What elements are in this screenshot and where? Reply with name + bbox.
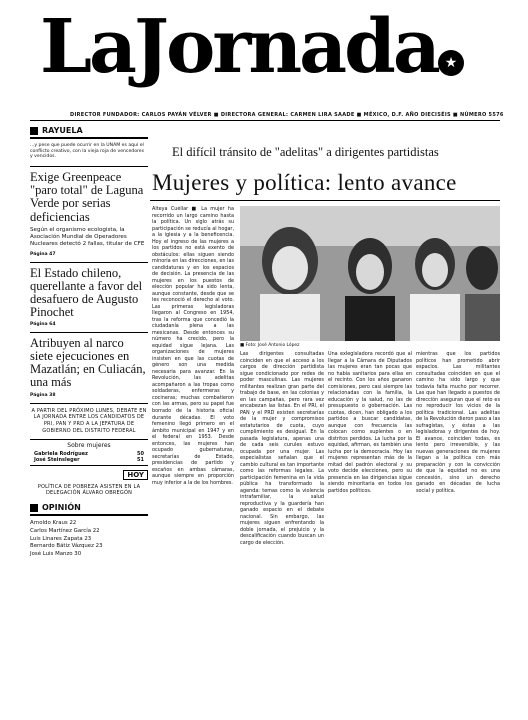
opinion-heading-label: OPINIÓN	[42, 503, 81, 512]
article-photo	[240, 206, 500, 341]
sobre-mujeres-box	[30, 439, 148, 466]
opinion-heading	[30, 503, 148, 516]
page-ref: Página 64	[30, 322, 56, 327]
newspaper-logo: LaJornada	[40, 4, 438, 90]
story-title-chile[interactable]: El Estado chileno, querellante a favor del desafuero de Augusto Pinochet	[30, 265, 143, 319]
photo-caption: ■ Foto: José Antonio López	[240, 343, 300, 348]
list-item[interactable]: José Luis Manzo 30	[30, 551, 82, 558]
rayuela-heading-label: RAYUELA	[42, 126, 83, 135]
hoy-badge	[30, 470, 148, 480]
page-ref: Página 38	[30, 392, 56, 398]
article-column-4: mientras que los partidos políticos han prometido abrir espacios. Las militantes consultadas coinciden en que el camino ha sido largo y que todavía falta mucho por recorrer. Las que han llegado a puestos de dirección aseguran que el reto es no reproducir los vicios de la política tradicional. Las adelitas de la Revolución dieron paso a las sufragistas, y éstas a las legisladoras y dirigentes de hoy. El avance, coinciden todas, es lento pero irreversible, y las nuevas generaciones de mujeres llegan a la política con más preparación y con la convicción de que la equidad no es una concesión, sino un derecho ganado en décadas de lucha social y política.	[416, 351, 500, 494]
column-page: 50	[137, 450, 144, 457]
list-item[interactable]: Carlos Martínez García 22	[30, 527, 100, 534]
list-item[interactable]: Arnoldo Kraus 22	[30, 520, 77, 526]
main-headline[interactable]: Mujeres y política: lento avance	[152, 170, 457, 195]
left-column	[30, 126, 148, 720]
list-item[interactable]: Luis Linares Zapata 23	[30, 535, 92, 542]
politica-promo: POLÍTICA DE POBREZA ASISTEN EN LA DELEGACIÓN ÁLVARO OBREGÓN	[37, 483, 141, 497]
photo-image	[240, 206, 500, 341]
list-item[interactable]: Bernardo Bátiz Vázquez 23	[30, 543, 103, 550]
masthead	[0, 0, 528, 120]
dateline: DIRECTOR FUNDADOR: CARLOS PAYÁN VÉLVER ■ DIRECTORA GENERAL: CARMEN LIRA SAADE ■ MÉXICO, D.F. AÑO DIECISÉIS ■ NÚMERO 5576	[70, 112, 504, 118]
rayuela-text: ...y pese que puede ocurrir en la UNAM es aquí el conflicto creativo, con la vieja roja de vencedores y vencidos.	[30, 143, 145, 160]
masthead-rule	[30, 120, 500, 121]
main-kicker: El difícil tránsito de "adelitas" a dirigentes partidistas	[172, 145, 439, 159]
hoy-label: HOY	[123, 470, 148, 480]
sobre-mujeres-title: Sobre mujeres	[67, 441, 111, 449]
article-column-2: Las dirigentes consultadas coinciden en que el acceso a los cargos de dirección partidista sigue condicionado por redes de poder masculinas. Las mujeres militantes realizan gran parte del trabajo de base, en las colonias y en las campañas, pero rara vez encabezan las listas. En el PRI, el PAN y el PRD existen secretarías de la mujer y compromisos estatutarios de cuota, cuyo cumplimiento es desigual. En la pasada legislatura, apenas una de cada seis curules estuvo ocupada por una mujer. Las especialistas señalan que el cambio cultural es tan importante como las reformas legales. La participación femenina en la vida pública ha transformado la agenda: temas como la violencia intrafamiliar, la salud reproductiva y la guardería han ganado espacio en el debate nacional. Sin embargo, las mujeres siguen enfrentando la doble jornada, el prejuicio y la descalificación cuando buscan un cargo de elección.	[240, 351, 324, 546]
story-title-greenpeace[interactable]: Exige Greenpeace "paro total" de Laguna Verde por serias deficiencias	[30, 170, 144, 224]
logo-seal-icon: ★	[438, 50, 464, 76]
square-bullet-icon	[30, 127, 38, 135]
divider	[30, 403, 148, 404]
debate-promo: A PARTIR DEL PRÓXIMO LUNES, DEBATE EN LA JORNADA ENTRE LOS CANDIDATOS DE PRI, PAN Y PRD A LA JEFATURA DE GOBIERNO DEL DISTRITO FEDERAL	[31, 407, 147, 434]
square-bullet-icon	[30, 504, 38, 512]
divider	[30, 332, 148, 333]
column-page: 51	[137, 456, 144, 463]
headline-rule	[150, 200, 500, 201]
column-author: Gabriela Rodríguez	[34, 450, 88, 457]
story-title-mazatlan[interactable]: Atribuyen al narco siete ejecuciones en Mazatlán; en Culiacán, una más	[30, 336, 146, 390]
article-column-3: Una exlegisladora recordó que al llegar a la Cámara de Diputados las mujeres eran tan pocas que no había sanitarios para ellas en el recinto. Con los años ganaron comisiones, pero casi siempre las relacionadas con la familia, la educación y la salud, no las de presupuesto o gobernación. Las cuotas, dicen, han obligado a los partidos a buscar candidatas, aunque con frecuencia las colocan como suplentes o en distritos perdidos. La lucha por la equidad, afirman, es también una lucha por la democracia. Hoy las mujeres representan más de la mitad del padrón electoral y su voto decide elecciones, pero su presencia en las dirigencias sigue siendo minoritaria en todos los partidos políticos.	[328, 351, 412, 494]
divider	[30, 166, 148, 167]
article-column-1: Alteya Cuéllar ■ La mujer ha recorrido un largo camino hasta la política. Un siglo atrás su participación se reducía al hogar, a la iglesia y a la beneficencia. Hoy el ingreso de las mujeres a los partidos no está exento de obstáculos: ellas siguen siendo minoría en las direcciones, en las candidaturas y en los espacios de decisión. La presencia de las mujeres en los puestos de elección popular ha sido lenta, aunque constante, desde que se les reconoció el derecho al voto. Las primeras legisladoras llegaron al Congreso en 1954, tras la reforma que concedió la ciudadanía plena a las mexicanas. Desde entonces su número ha crecido, pero la equidad sigue lejana. Las organizaciones de mujeres insisten en que las cuotas de género son una medida necesaria para avanzar. En la Revolución, las adelitas acompañaron a las tropas como soldaderas, enfermeras y cocineras; muchas combatieron con las armas, pero su papel fue borrado de la historia oficial durante décadas. El voto femenino llegó primero en el ámbito municipal en 1947 y en el federal en 1953. Desde entonces, las mujeres han ocupado gubernaturas, secretarías de Estado, presidencias de partido y escaños en ambas cámaras, aunque siempre en proporción muy inferior a la de los hombres.	[152, 206, 234, 486]
list-item[interactable]	[30, 457, 148, 463]
story-body-greenpeace: Según el organismo ecologista, la Asociación Mundial de Operadores Nucleares detectó 2 fallas, titular de CFE	[30, 226, 145, 248]
column-author: José Steinsleger	[34, 456, 80, 463]
page-ref: Página 47	[30, 251, 56, 257]
divider	[30, 262, 148, 263]
rayuela-heading	[30, 126, 148, 139]
